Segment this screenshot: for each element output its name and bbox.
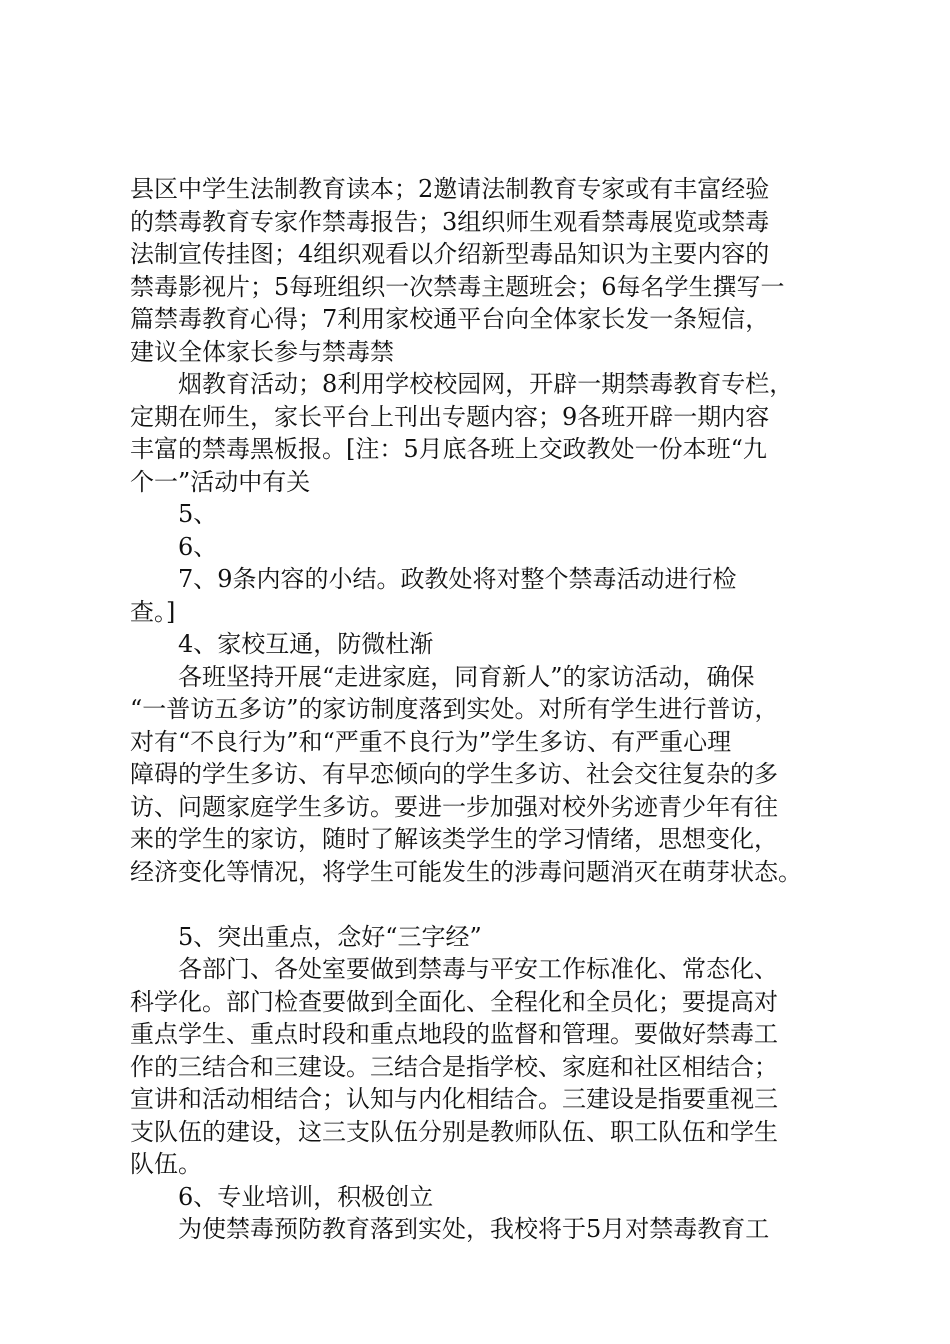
text-line: 禁毒影视片；5每班组织一次禁毒主题班会；6每名学生撰写一 [130, 272, 785, 301]
text-line: 各班坚持开展“走进家庭，同育新人”的家访活动，确保 [178, 662, 755, 691]
text-line: 为使禁毒预防教育落到实处，我校将于5月对禁毒教育工 [178, 1215, 770, 1243]
section-heading: 5、突出重点，念好“三字经” [178, 922, 482, 951]
text-line: 科学化。部门检查要做到全面化、全程化和全员化；要提高对 [130, 987, 778, 1016]
text-line: 来的学生的家访，随时了解该类学生的学习情绪，思想变化， [130, 825, 778, 853]
paragraph-gap [130, 888, 830, 921]
text-line: 宣讲和活动相结合；认知与内化相结合。三建设是指要重视三 [130, 1085, 778, 1113]
text-line: 重点学生、重点时段和重点地段的监督和管理。要做好禁毒工 [130, 1020, 778, 1048]
document-body [130, 173, 830, 1246]
text-line: 访、问题家庭学生多访。要进一步加强对校外劣迹青少年有往 [130, 792, 778, 821]
text-line: 各部门、各处室要做到禁毒与平安工作标准化、常态化、 [178, 955, 778, 983]
text-line: 对有“不良行为”和“严重不良行为”学生多访、有严重心理 [130, 727, 732, 756]
text-line: 个一”活动中有关 [130, 467, 311, 496]
text-line: 支队伍的建设，这三支队伍分别是教师队伍、职工队伍和学生 [130, 1117, 778, 1146]
text-line: 定期在师生，家长平台上刊出专题内容；9各班开辟一期内容 [130, 402, 770, 431]
text-line: 7、9条内容的小结。政教处将对整个禁毒活动进行检 [178, 565, 737, 593]
text-line: 6、 [178, 532, 218, 561]
text-line: 经济变化等情况，将学生可能发生的涉毒问题消灭在萌芽状态。 [130, 857, 802, 886]
text-line: 烟教育活动；8利用学校校园网，开辟一期禁毒教育专栏， [178, 370, 794, 398]
text-line: 查。] [130, 597, 176, 626]
text-line: 建议全体家长参与禁毒禁 [130, 337, 394, 366]
text-line: 障碍的学生多访、有早恋倾向的学生多访、社会交往复杂的多 [130, 760, 778, 788]
text-line: 丰富的禁毒黑板报。[注：5月底各班上交政教处一份本班“九 [130, 435, 767, 463]
text-line: 队伍。 [130, 1150, 202, 1178]
text-line: 篇禁毒教育心得；7利用家校通平台向全体家长发一条短信， [130, 305, 770, 333]
section-heading: 4、家校互通，防微杜渐 [178, 630, 434, 658]
text-line: 法制宣传挂图；4组织观看以介绍新型毒品知识为主要内容的 [130, 240, 770, 268]
text-line: 作的三结合和三建设。三结合是指学校、家庭和社区相结合； [130, 1052, 778, 1081]
section-heading: 6、专业培训，积极创立 [178, 1182, 434, 1211]
text-line: 5、 [178, 500, 218, 528]
text-line: “一普访五多访”的家访制度落到实处。对所有学生进行普访， [130, 695, 779, 723]
text-line: 县区中学生法制教育读本；2邀请法制教育专家或有丰富经验 [130, 175, 770, 203]
text-line: 的禁毒教育专家作禁毒报告；3组织师生观看禁毒展览或禁毒 [130, 207, 770, 236]
